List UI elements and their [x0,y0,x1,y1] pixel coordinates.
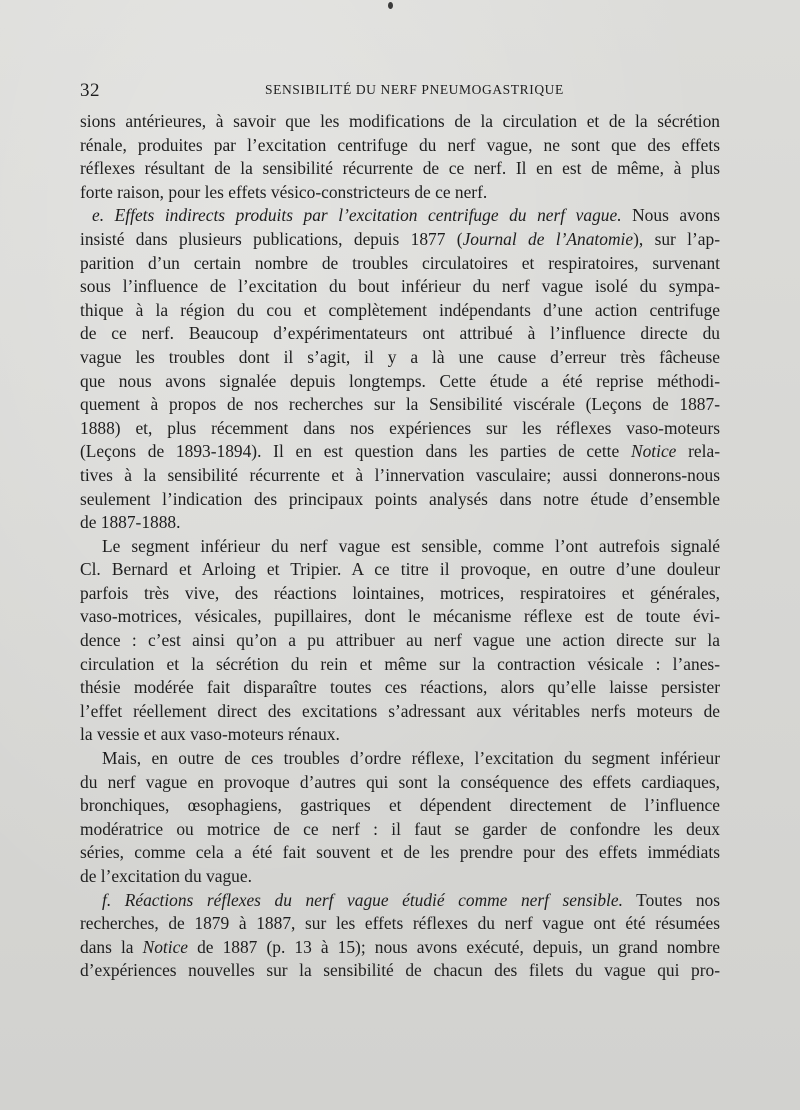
italic-text: Journal de l’Anatomie [462,228,634,249]
text-run: thésie modérée fait disparaître toutes ces réactions, alors qu’elle laisse persister [80,677,720,698]
text-line [80,134,720,158]
text-run: vaso-motrices, vésicales, pupillaires, dont le mécanisme réflexe est de toute évi- [80,606,720,627]
text-run: séries, comme cela a été fait souvent et de les prendre pour des effets immédiats [80,842,720,863]
text-line [80,110,720,134]
italic-text: e. [92,205,115,226]
text-run: Le segment inférieur du nerf vague est sensible, comme l’ont autrefois signalé [102,535,720,556]
text-line [80,723,720,747]
text-run: recherches, de 1879 à 1887, sur les effets réflexes du nerf vague ont été résumées [80,913,720,934]
text-run: (Leçons de 1893-1894). Il en est question dans les parties de cette [80,441,631,462]
text-line [80,936,720,960]
text-run: sions antérieures, à savoir que les modifications de la circulation et de la sécrétion [80,111,720,131]
text-line [80,605,720,629]
text-run: Cl. Bernard et Arloing et Tripier. A ce titre il provoque, en outre d’une douleur [80,559,720,580]
body-text [80,110,720,983]
text-line [80,252,720,276]
italic-text: Effets indirects produits par l’excitation centrifuge du nerf vague. [114,205,622,226]
running-title: SENSIBILITÉ DU NERF PNEUMOGASTRIQUE [265,82,564,97]
text-line [80,346,720,370]
page-number: 32 [80,80,100,101]
text-line [80,464,720,488]
text-run: dans la [80,936,143,957]
text-line [80,700,720,724]
text-run: de 1887-1888. [80,512,181,533]
text-run: rénale, produites par l’excitation centrifuge du nerf vague, ne sont que des effets [80,134,720,155]
text-line [80,865,720,889]
text-line [80,299,720,323]
text-run: parfois très vive, des réactions lointaines, motrices, respiratoires et générales, [80,582,720,603]
text-run: de ce nerf. Beaucoup d’expérimentateurs ont attribué à l’influence directe du [80,323,720,344]
text-run: Nous avons [621,205,720,226]
text-line [80,181,720,205]
text-line [80,511,720,535]
text-line [80,417,720,441]
text-line [80,676,720,700]
text-line [80,370,720,394]
text-line [80,747,720,771]
text-run: 1888) et, plus récemment dans nos expériences sur les réflexes vaso-moteurs [80,417,720,438]
text-run: quement à propos de nos recherches sur la Sensibilité viscérale (Leçons de 1887- [80,394,720,415]
text-line [80,275,720,299]
text-run: la vessie et aux vaso-moteurs rénaux. [80,724,340,745]
text-line [80,204,720,228]
text-run: thique à la région du cou et complètement indépendants d’une action centrifuge [80,299,720,320]
text-run: insisté dans plusieurs publications, depuis 1877 ( [80,228,463,249]
italic-text: f. Réactions réflexes du nerf vague étudié comme nerf sensible. [102,889,623,910]
text-line [80,322,720,346]
ink-speck [388,2,393,9]
text-run: de l’excitation du vague. [80,866,252,886]
italic-text: Notice [142,936,189,957]
text-line [80,653,720,677]
text-line [80,558,720,582]
text-run: du nerf vague en provoque d’autres qui sont la conséquence des effets cardiaques, [80,771,720,792]
text-run: tives à la sensibilité récurrente et à l’innervation vasculaire; aussi donnerons-nous [80,464,720,485]
text-run: ), sur l’ap- [633,228,721,249]
text-line [80,771,720,795]
text-line [80,818,720,842]
text-run: l’effet réellement direct des excitations s’adressant aux véritables nerfs moteurs de [80,700,720,721]
text-run: que nous avons signalée depuis longtemps. Cette étude a été reprise méthodi- [80,370,720,391]
text-run: vague les troubles dont il s’agit, il y a là une cause d’erreur très fâcheuse [80,346,720,367]
text-line [80,393,720,417]
text-line [80,629,720,653]
text-run: modératrice ou motrice de ce nerf : il faut se garder de confondre les deux [80,818,720,839]
text-run: d’expériences nouvelles sur la sensibilité de chacun des filets du vague qui pro- [80,960,720,981]
text-run: forte raison, pour les effets vésico-constricteurs de ce nerf. [80,181,488,202]
text-run: réflexes résultant de la sensibilité récurrente de ce nerf. Il en est de même, à plus [80,158,720,179]
text-line [80,157,720,181]
text-line [80,889,720,913]
italic-text: Notice [630,441,677,462]
text-run: sous l’influence de l’excitation du bout inférieur du nerf vague isolé du sympa- [80,276,720,297]
text-line [80,841,720,865]
text-line [80,582,720,606]
text-line [80,488,720,512]
text-run: dence : c’est ainsi qu’on a pu attribuer au nerf vague une action directe sur la [80,630,720,651]
page-header [80,78,720,101]
text-line [80,959,720,983]
text-line [80,912,720,936]
text-run: parition d’un certain nombre de troubles circulatoires et respiratoires, survenant [80,252,720,273]
text-run: bronchiques, œsophagiens, gastriques et dépendent directement de l’influence [80,795,720,816]
text-run: Toutes nos [622,889,720,910]
text-line [80,794,720,818]
text-run: seulement l’indication des principaux points analysés dans notre étude d’ensemble [80,488,720,509]
text-line [80,535,720,559]
text-run: rela- [676,441,720,462]
text-run: circulation et la sécrétion du rein et même sur la contraction vésicale : l’anes- [80,653,720,674]
text-run: Mais, en outre de ces troubles d’ordre réflexe, l’excitation du segment inférieur [102,748,720,769]
text-line [80,228,720,252]
text-line [80,440,720,464]
text-run: de 1887 (p. 13 à 15); nous avons exécuté, depuis, un grand nombre [188,936,721,957]
